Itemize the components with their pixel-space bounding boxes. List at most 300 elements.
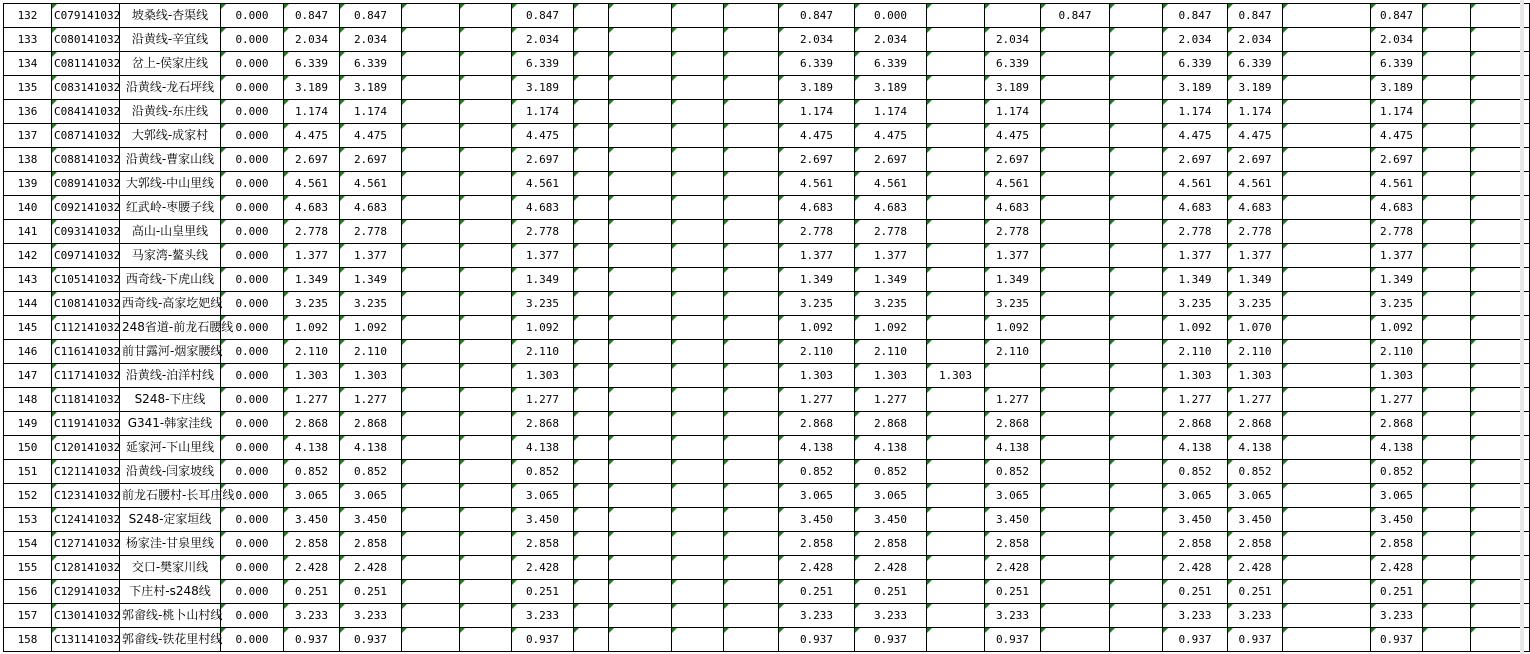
road-code-cell[interactable]: C089141032 bbox=[52, 172, 120, 196]
value-cell[interactable] bbox=[460, 340, 512, 364]
value-cell[interactable] bbox=[402, 316, 460, 340]
value-cell[interactable] bbox=[1041, 508, 1110, 532]
road-code-cell[interactable]: C118141032 bbox=[52, 388, 120, 412]
value-cell[interactable] bbox=[460, 556, 512, 580]
value-cell[interactable]: 1.303 bbox=[855, 364, 927, 388]
value-cell[interactable]: 0.251 bbox=[284, 580, 340, 604]
value-cell[interactable]: 1.174 bbox=[1371, 100, 1423, 124]
value-cell[interactable]: 1.277 bbox=[284, 388, 340, 412]
value-cell[interactable] bbox=[574, 556, 609, 580]
value-cell[interactable] bbox=[402, 388, 460, 412]
value-cell[interactable] bbox=[574, 532, 609, 556]
value-cell[interactable] bbox=[672, 436, 724, 460]
value-cell[interactable] bbox=[609, 196, 672, 220]
value-cell[interactable] bbox=[574, 412, 609, 436]
value-cell[interactable] bbox=[985, 364, 1041, 388]
value-cell[interactable]: 2.110 bbox=[855, 340, 927, 364]
value-cell[interactable]: 2.034 bbox=[512, 28, 574, 52]
value-cell[interactable] bbox=[1041, 196, 1110, 220]
road-code-cell[interactable]: C119141032 bbox=[52, 412, 120, 436]
value-cell[interactable]: 2.110 bbox=[340, 340, 402, 364]
value-cell[interactable]: 0.847 bbox=[1041, 4, 1110, 28]
value-cell[interactable]: 1.277 bbox=[1163, 388, 1228, 412]
value-cell[interactable] bbox=[1110, 76, 1163, 100]
value-cell[interactable]: 2.778 bbox=[1163, 220, 1228, 244]
road-name-cell[interactable]: 前龙石腰村-长耳庄线 bbox=[120, 484, 221, 508]
value-cell[interactable] bbox=[1283, 148, 1371, 172]
value-cell[interactable]: 0.847 bbox=[340, 4, 402, 28]
value-cell[interactable] bbox=[724, 532, 779, 556]
value-cell[interactable]: 2.778 bbox=[1371, 220, 1423, 244]
value-cell[interactable]: 3.235 bbox=[985, 292, 1041, 316]
value-cell[interactable]: 4.683 bbox=[340, 196, 402, 220]
value-cell[interactable] bbox=[1041, 460, 1110, 484]
road-name-cell[interactable]: 大郭线-中山里线 bbox=[120, 172, 221, 196]
value-cell[interactable] bbox=[1110, 196, 1163, 220]
value-cell[interactable]: 3.450 bbox=[1371, 508, 1423, 532]
value-cell[interactable] bbox=[1423, 556, 1471, 580]
road-code-cell[interactable]: C079141032 bbox=[52, 4, 120, 28]
value-cell[interactable]: 0.937 bbox=[340, 628, 402, 652]
row-number-cell[interactable]: 141 bbox=[4, 220, 52, 244]
value-cell[interactable]: 3.065 bbox=[985, 484, 1041, 508]
row-number-cell[interactable]: 135 bbox=[4, 76, 52, 100]
value-cell[interactable] bbox=[724, 196, 779, 220]
value-cell[interactable] bbox=[402, 628, 460, 652]
value-cell[interactable]: 4.561 bbox=[284, 172, 340, 196]
value-cell[interactable]: 2.868 bbox=[1163, 412, 1228, 436]
value-cell[interactable] bbox=[574, 148, 609, 172]
value-cell[interactable]: 2.778 bbox=[985, 220, 1041, 244]
value-cell[interactable]: 1.092 bbox=[855, 316, 927, 340]
value-cell[interactable] bbox=[402, 4, 460, 28]
value-cell[interactable]: 2.428 bbox=[340, 556, 402, 580]
value-cell[interactable] bbox=[402, 460, 460, 484]
value-cell[interactable] bbox=[672, 484, 724, 508]
value-cell[interactable] bbox=[1041, 76, 1110, 100]
value-cell[interactable] bbox=[1041, 388, 1110, 412]
road-name-cell[interactable]: 下庄村-s248线 bbox=[120, 580, 221, 604]
value-cell[interactable] bbox=[724, 364, 779, 388]
value-cell[interactable] bbox=[672, 268, 724, 292]
value-cell[interactable]: 4.561 bbox=[855, 172, 927, 196]
value-cell[interactable]: 4.561 bbox=[340, 172, 402, 196]
value-cell[interactable] bbox=[724, 268, 779, 292]
value-cell[interactable] bbox=[574, 52, 609, 76]
value-cell[interactable]: 0.000 bbox=[221, 268, 284, 292]
value-cell[interactable] bbox=[1423, 628, 1471, 652]
value-cell[interactable]: 1.174 bbox=[855, 100, 927, 124]
value-cell[interactable] bbox=[574, 244, 609, 268]
value-cell[interactable] bbox=[1110, 532, 1163, 556]
value-cell[interactable]: 2.697 bbox=[779, 148, 855, 172]
value-cell[interactable] bbox=[1423, 196, 1471, 220]
value-cell[interactable] bbox=[672, 28, 724, 52]
value-cell[interactable]: 2.428 bbox=[855, 556, 927, 580]
value-cell[interactable] bbox=[574, 172, 609, 196]
value-cell[interactable] bbox=[672, 172, 724, 196]
value-cell[interactable] bbox=[609, 52, 672, 76]
value-cell[interactable] bbox=[1423, 76, 1471, 100]
value-cell[interactable] bbox=[672, 52, 724, 76]
value-cell[interactable] bbox=[927, 580, 985, 604]
value-cell[interactable] bbox=[1283, 268, 1371, 292]
value-cell[interactable]: 2.858 bbox=[284, 532, 340, 556]
value-cell[interactable] bbox=[1041, 580, 1110, 604]
value-cell[interactable] bbox=[927, 436, 985, 460]
value-cell[interactable] bbox=[1110, 28, 1163, 52]
value-cell[interactable] bbox=[460, 292, 512, 316]
value-cell[interactable]: 3.235 bbox=[340, 292, 402, 316]
value-cell[interactable] bbox=[574, 292, 609, 316]
value-cell[interactable] bbox=[1110, 436, 1163, 460]
value-cell[interactable]: 4.683 bbox=[1371, 196, 1423, 220]
value-cell[interactable]: 0.251 bbox=[512, 580, 574, 604]
value-cell[interactable]: 4.138 bbox=[779, 436, 855, 460]
value-cell[interactable]: 2.778 bbox=[855, 220, 927, 244]
value-cell[interactable] bbox=[672, 460, 724, 484]
value-cell[interactable]: 2.858 bbox=[1371, 532, 1423, 556]
value-cell[interactable]: 2.110 bbox=[1371, 340, 1423, 364]
value-cell[interactable] bbox=[460, 172, 512, 196]
value-cell[interactable]: 2.868 bbox=[1371, 412, 1423, 436]
value-cell[interactable] bbox=[927, 412, 985, 436]
value-cell[interactable] bbox=[724, 628, 779, 652]
value-cell[interactable]: 0.937 bbox=[855, 628, 927, 652]
value-cell[interactable] bbox=[609, 316, 672, 340]
road-code-cell[interactable]: C121141032 bbox=[52, 460, 120, 484]
value-cell[interactable] bbox=[402, 292, 460, 316]
value-cell[interactable]: 3.065 bbox=[855, 484, 927, 508]
value-cell[interactable]: 1.303 bbox=[512, 364, 574, 388]
value-cell[interactable]: 3.233 bbox=[340, 604, 402, 628]
value-cell[interactable] bbox=[724, 580, 779, 604]
value-cell[interactable]: 1.092 bbox=[1371, 316, 1423, 340]
value-cell[interactable]: 6.339 bbox=[855, 52, 927, 76]
value-cell[interactable]: 1.303 bbox=[927, 364, 985, 388]
value-cell[interactable] bbox=[927, 196, 985, 220]
value-cell[interactable] bbox=[1283, 364, 1371, 388]
value-cell[interactable] bbox=[927, 4, 985, 28]
value-cell[interactable]: 0.000 bbox=[221, 148, 284, 172]
row-number-cell[interactable]: 152 bbox=[4, 484, 52, 508]
value-cell[interactable]: 0.000 bbox=[221, 76, 284, 100]
value-cell[interactable] bbox=[574, 76, 609, 100]
value-cell[interactable] bbox=[672, 316, 724, 340]
value-cell[interactable]: 4.138 bbox=[340, 436, 402, 460]
value-cell[interactable] bbox=[1041, 604, 1110, 628]
road-code-cell[interactable]: C087141032 bbox=[52, 124, 120, 148]
value-cell[interactable]: 3.450 bbox=[340, 508, 402, 532]
value-cell[interactable] bbox=[1110, 220, 1163, 244]
road-code-cell[interactable]: C123141032 bbox=[52, 484, 120, 508]
value-cell[interactable]: 0.852 bbox=[855, 460, 927, 484]
value-cell[interactable]: 2.697 bbox=[985, 148, 1041, 172]
road-code-cell[interactable]: C116141032 bbox=[52, 340, 120, 364]
value-cell[interactable] bbox=[402, 412, 460, 436]
row-number-cell[interactable]: 147 bbox=[4, 364, 52, 388]
row-number-cell[interactable]: 136 bbox=[4, 100, 52, 124]
value-cell[interactable]: 0.000 bbox=[221, 4, 284, 28]
value-cell[interactable]: 0.000 bbox=[221, 604, 284, 628]
value-cell[interactable] bbox=[609, 412, 672, 436]
row-number-cell[interactable]: 157 bbox=[4, 604, 52, 628]
value-cell[interactable]: 2.697 bbox=[855, 148, 927, 172]
value-cell[interactable] bbox=[927, 532, 985, 556]
value-cell[interactable]: 2.858 bbox=[1163, 532, 1228, 556]
value-cell[interactable]: 0.000 bbox=[221, 340, 284, 364]
value-cell[interactable] bbox=[672, 604, 724, 628]
value-cell[interactable]: 1.349 bbox=[1228, 268, 1283, 292]
value-cell[interactable]: 2.428 bbox=[1228, 556, 1283, 580]
value-cell[interactable]: 2.428 bbox=[1163, 556, 1228, 580]
value-cell[interactable] bbox=[672, 364, 724, 388]
value-cell[interactable] bbox=[1283, 100, 1371, 124]
road-name-cell[interactable]: 西奇线-高家圪妑线 bbox=[120, 292, 221, 316]
road-name-cell[interactable]: G341-韩家洼线 bbox=[120, 412, 221, 436]
value-cell[interactable] bbox=[724, 292, 779, 316]
value-cell[interactable] bbox=[672, 244, 724, 268]
value-cell[interactable]: 0.852 bbox=[985, 460, 1041, 484]
value-cell[interactable] bbox=[460, 124, 512, 148]
value-cell[interactable] bbox=[724, 412, 779, 436]
value-cell[interactable]: 0.852 bbox=[284, 460, 340, 484]
value-cell[interactable]: 0.000 bbox=[221, 172, 284, 196]
value-cell[interactable] bbox=[1423, 436, 1471, 460]
value-cell[interactable]: 3.235 bbox=[284, 292, 340, 316]
value-cell[interactable] bbox=[460, 388, 512, 412]
value-cell[interactable]: 0.000 bbox=[221, 484, 284, 508]
value-cell[interactable]: 0.937 bbox=[985, 628, 1041, 652]
value-cell[interactable]: 0.852 bbox=[1371, 460, 1423, 484]
value-cell[interactable] bbox=[1283, 508, 1371, 532]
value-cell[interactable] bbox=[672, 556, 724, 580]
value-cell[interactable]: 3.235 bbox=[1371, 292, 1423, 316]
value-cell[interactable] bbox=[609, 364, 672, 388]
value-cell[interactable]: 0.000 bbox=[221, 244, 284, 268]
road-code-cell[interactable]: C105141032 bbox=[52, 268, 120, 292]
value-cell[interactable] bbox=[724, 4, 779, 28]
value-cell[interactable]: 1.174 bbox=[1228, 100, 1283, 124]
value-cell[interactable] bbox=[402, 124, 460, 148]
row-number-cell[interactable]: 133 bbox=[4, 28, 52, 52]
value-cell[interactable] bbox=[927, 148, 985, 172]
value-cell[interactable] bbox=[460, 148, 512, 172]
value-cell[interactable]: 0.251 bbox=[779, 580, 855, 604]
value-cell[interactable] bbox=[609, 244, 672, 268]
value-cell[interactable] bbox=[574, 196, 609, 220]
value-cell[interactable] bbox=[1041, 124, 1110, 148]
value-cell[interactable] bbox=[724, 220, 779, 244]
value-cell[interactable] bbox=[1423, 316, 1471, 340]
row-number-cell[interactable]: 155 bbox=[4, 556, 52, 580]
value-cell[interactable] bbox=[574, 628, 609, 652]
value-cell[interactable] bbox=[1110, 604, 1163, 628]
value-cell[interactable] bbox=[402, 76, 460, 100]
value-cell[interactable]: 2.868 bbox=[512, 412, 574, 436]
road-code-cell[interactable]: C129141032 bbox=[52, 580, 120, 604]
value-cell[interactable] bbox=[574, 580, 609, 604]
value-cell[interactable] bbox=[672, 412, 724, 436]
value-cell[interactable]: 2.868 bbox=[779, 412, 855, 436]
road-name-cell[interactable]: 248省道-前龙石腰线 bbox=[120, 316, 221, 340]
value-cell[interactable]: 3.450 bbox=[985, 508, 1041, 532]
value-cell[interactable]: 3.233 bbox=[284, 604, 340, 628]
value-cell[interactable]: 3.235 bbox=[512, 292, 574, 316]
value-cell[interactable]: 0.852 bbox=[779, 460, 855, 484]
value-cell[interactable] bbox=[402, 580, 460, 604]
value-cell[interactable]: 0.000 bbox=[221, 52, 284, 76]
value-cell[interactable] bbox=[724, 244, 779, 268]
value-cell[interactable]: 1.377 bbox=[855, 244, 927, 268]
value-cell[interactable] bbox=[609, 148, 672, 172]
value-cell[interactable]: 4.138 bbox=[512, 436, 574, 460]
value-cell[interactable] bbox=[672, 508, 724, 532]
value-cell[interactable]: 2.868 bbox=[284, 412, 340, 436]
value-cell[interactable]: 2.110 bbox=[985, 340, 1041, 364]
value-cell[interactable] bbox=[402, 436, 460, 460]
value-cell[interactable] bbox=[724, 148, 779, 172]
value-cell[interactable]: 0.000 bbox=[221, 388, 284, 412]
value-cell[interactable]: 2.858 bbox=[1228, 532, 1283, 556]
value-cell[interactable]: 3.233 bbox=[779, 604, 855, 628]
value-cell[interactable] bbox=[1041, 268, 1110, 292]
value-cell[interactable] bbox=[1110, 556, 1163, 580]
row-number-cell[interactable]: 142 bbox=[4, 244, 52, 268]
value-cell[interactable]: 2.868 bbox=[855, 412, 927, 436]
value-cell[interactable]: 0.000 bbox=[221, 316, 284, 340]
value-cell[interactable] bbox=[1283, 172, 1371, 196]
value-cell[interactable]: 6.339 bbox=[284, 52, 340, 76]
value-cell[interactable]: 0.937 bbox=[512, 628, 574, 652]
value-cell[interactable] bbox=[1423, 388, 1471, 412]
row-number-cell[interactable]: 151 bbox=[4, 460, 52, 484]
value-cell[interactable] bbox=[402, 28, 460, 52]
value-cell[interactable]: 3.235 bbox=[1163, 292, 1228, 316]
value-cell[interactable]: 0.000 bbox=[221, 100, 284, 124]
value-cell[interactable] bbox=[927, 292, 985, 316]
value-cell[interactable]: 1.277 bbox=[512, 388, 574, 412]
value-cell[interactable]: 2.034 bbox=[1163, 28, 1228, 52]
value-cell[interactable] bbox=[1423, 292, 1471, 316]
value-cell[interactable] bbox=[609, 436, 672, 460]
value-cell[interactable] bbox=[672, 628, 724, 652]
value-cell[interactable] bbox=[460, 460, 512, 484]
value-cell[interactable]: 4.683 bbox=[985, 196, 1041, 220]
value-cell[interactable]: 1.303 bbox=[284, 364, 340, 388]
value-cell[interactable] bbox=[1041, 172, 1110, 196]
road-name-cell[interactable]: 马家湾-鳌头线 bbox=[120, 244, 221, 268]
value-cell[interactable] bbox=[1041, 484, 1110, 508]
value-cell[interactable]: 0.000 bbox=[855, 4, 927, 28]
value-cell[interactable]: 0.937 bbox=[1163, 628, 1228, 652]
value-cell[interactable]: 1.349 bbox=[284, 268, 340, 292]
value-cell[interactable]: 1.174 bbox=[779, 100, 855, 124]
value-cell[interactable] bbox=[672, 4, 724, 28]
value-cell[interactable]: 1.277 bbox=[985, 388, 1041, 412]
value-cell[interactable]: 3.065 bbox=[340, 484, 402, 508]
value-cell[interactable] bbox=[609, 604, 672, 628]
value-cell[interactable] bbox=[609, 628, 672, 652]
value-cell[interactable]: 2.034 bbox=[855, 28, 927, 52]
value-cell[interactable] bbox=[724, 316, 779, 340]
value-cell[interactable] bbox=[460, 412, 512, 436]
value-cell[interactable]: 6.339 bbox=[512, 52, 574, 76]
value-cell[interactable] bbox=[402, 532, 460, 556]
row-number-cell[interactable]: 150 bbox=[4, 436, 52, 460]
value-cell[interactable]: 1.092 bbox=[284, 316, 340, 340]
value-cell[interactable] bbox=[927, 340, 985, 364]
value-cell[interactable]: 1.377 bbox=[512, 244, 574, 268]
value-cell[interactable]: 3.189 bbox=[1163, 76, 1228, 100]
value-cell[interactable] bbox=[574, 220, 609, 244]
value-cell[interactable] bbox=[1283, 484, 1371, 508]
value-cell[interactable] bbox=[460, 220, 512, 244]
value-cell[interactable] bbox=[1423, 508, 1471, 532]
row-number-cell[interactable]: 138 bbox=[4, 148, 52, 172]
value-cell[interactable] bbox=[609, 460, 672, 484]
value-cell[interactable]: 3.189 bbox=[340, 76, 402, 100]
value-cell[interactable]: 1.277 bbox=[779, 388, 855, 412]
value-cell[interactable] bbox=[1283, 28, 1371, 52]
value-cell[interactable] bbox=[1283, 292, 1371, 316]
value-cell[interactable] bbox=[1423, 484, 1471, 508]
value-cell[interactable] bbox=[1283, 436, 1371, 460]
value-cell[interactable]: 0.251 bbox=[985, 580, 1041, 604]
value-cell[interactable]: 6.339 bbox=[1163, 52, 1228, 76]
value-cell[interactable] bbox=[672, 100, 724, 124]
value-cell[interactable]: 2.110 bbox=[1228, 340, 1283, 364]
value-cell[interactable] bbox=[927, 268, 985, 292]
value-cell[interactable] bbox=[927, 316, 985, 340]
road-code-cell[interactable]: C131141032 bbox=[52, 628, 120, 652]
road-code-cell[interactable]: C128141032 bbox=[52, 556, 120, 580]
road-name-cell[interactable]: 坡桑线-杏渠线 bbox=[120, 4, 221, 28]
value-cell[interactable]: 3.065 bbox=[1228, 484, 1283, 508]
value-cell[interactable]: 3.233 bbox=[855, 604, 927, 628]
value-cell[interactable]: 2.778 bbox=[1228, 220, 1283, 244]
value-cell[interactable]: 1.070 bbox=[1228, 316, 1283, 340]
value-cell[interactable]: 0.847 bbox=[1228, 4, 1283, 28]
value-cell[interactable] bbox=[1041, 52, 1110, 76]
value-cell[interactable]: 4.561 bbox=[512, 172, 574, 196]
value-cell[interactable]: 2.110 bbox=[1163, 340, 1228, 364]
road-name-cell[interactable]: 岔上-侯家庄线 bbox=[120, 52, 221, 76]
value-cell[interactable] bbox=[402, 196, 460, 220]
value-cell[interactable] bbox=[460, 52, 512, 76]
value-cell[interactable] bbox=[460, 196, 512, 220]
value-cell[interactable] bbox=[1110, 340, 1163, 364]
value-cell[interactable] bbox=[574, 388, 609, 412]
value-cell[interactable]: 4.683 bbox=[1163, 196, 1228, 220]
value-cell[interactable] bbox=[609, 340, 672, 364]
value-cell[interactable]: 0.000 bbox=[221, 124, 284, 148]
value-cell[interactable] bbox=[1041, 364, 1110, 388]
value-cell[interactable] bbox=[927, 76, 985, 100]
value-cell[interactable] bbox=[1283, 604, 1371, 628]
value-cell[interactable] bbox=[1423, 28, 1471, 52]
row-number-cell[interactable]: 144 bbox=[4, 292, 52, 316]
value-cell[interactable]: 1.092 bbox=[985, 316, 1041, 340]
value-cell[interactable]: 1.277 bbox=[340, 388, 402, 412]
value-cell[interactable]: 1.174 bbox=[284, 100, 340, 124]
value-cell[interactable] bbox=[1283, 196, 1371, 220]
road-name-cell[interactable]: S248-下庄线 bbox=[120, 388, 221, 412]
road-code-cell[interactable]: C124141032 bbox=[52, 508, 120, 532]
value-cell[interactable]: 2.858 bbox=[985, 532, 1041, 556]
value-cell[interactable]: 2.428 bbox=[779, 556, 855, 580]
value-cell[interactable]: 6.339 bbox=[985, 52, 1041, 76]
